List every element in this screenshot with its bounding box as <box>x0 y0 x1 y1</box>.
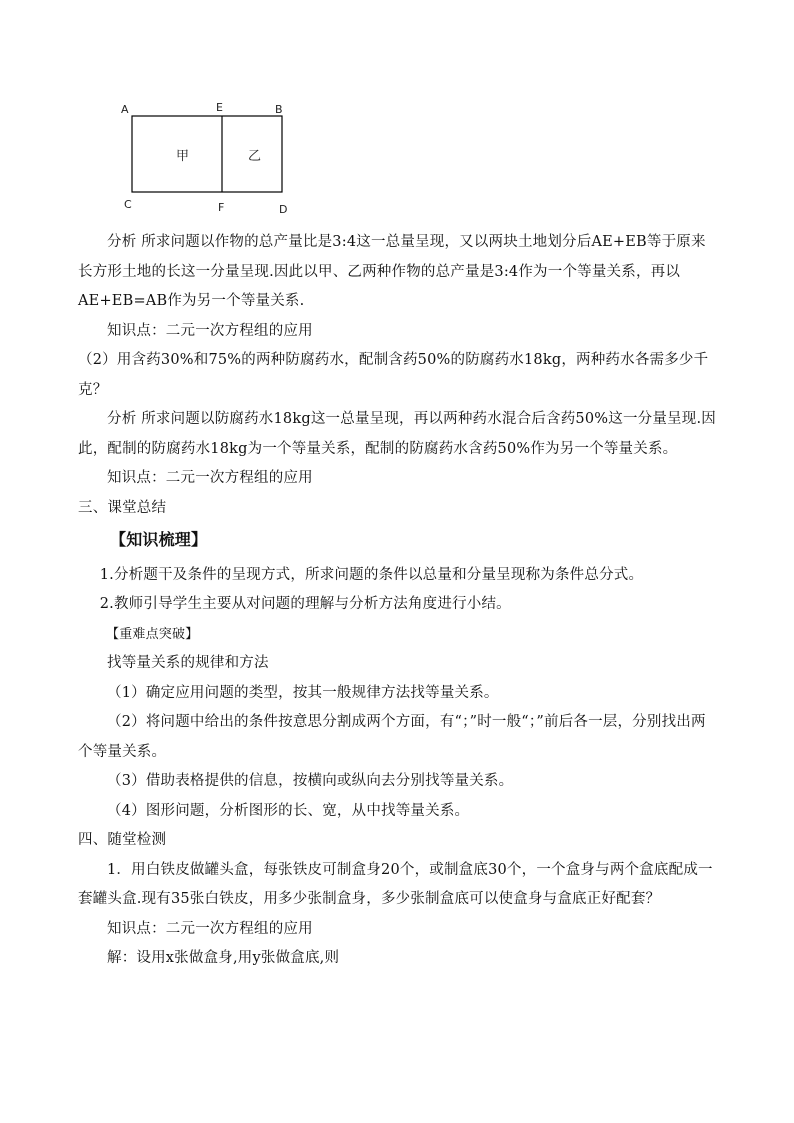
label-d: D <box>279 203 288 216</box>
knowledge-item-2: 2.教师引导学生主要从对问题的理解与分析方法角度进行小结。 <box>99 596 511 612</box>
label-e: E <box>216 101 223 114</box>
difficulty-title: 【重难点突破】 <box>106 626 199 642</box>
rule-item-1: （1）确定应用问题的类型，按其一般规律方法找等量关系。 <box>107 684 499 701</box>
rectangle-diagram <box>112 100 302 220</box>
section-heading-3: 三、课堂总结 <box>78 499 167 516</box>
region-jia: 甲 <box>176 149 190 164</box>
knowledge-summary-title: 【知识梳理】 <box>110 530 208 549</box>
knowledge-point-3: 知识点：二元一次方程组的应用 <box>107 920 313 937</box>
knowledge-point-1: 知识点：二元一次方程组的应用 <box>107 322 313 339</box>
analysis-paragraph-1: 分析 所求问题以作物的总产量比是3:4这一总量呈现，又以两块土地划分后AE+EB等于原来长方形土地的长这一分量呈现.因此以甲、乙两种作物的总产量是3:4作为一个等量关系，再以AE+EB=AB作为另一个等量关系. <box>78 234 706 309</box>
label-a: A <box>121 103 129 116</box>
section-heading-4: 四、随堂检测 <box>78 832 167 848</box>
rule-title: 找等量关系的规律和方法 <box>107 655 269 671</box>
test-question-1: 1．用白铁皮做罐头盒，每张铁皮可制盒身20个，或制盒底30个，一个盒身与两个盒底配成一套罐头盒.现有35张白铁皮，用多少张制盒身，多少张制盒底可以使盒身与盒底正好配套？ <box>78 861 713 907</box>
knowledge-item-1: 1.分析题干及条件的呈现方式，所求问题的条件以总量和分量呈现称为条件总分式。 <box>99 566 644 583</box>
document-body <box>78 228 718 974</box>
knowledge-point-2: 知识点：二元一次方程组的应用 <box>107 470 313 486</box>
rule-item-4: （4）图形问题，分析图形的长、宽，从中找等量关系。 <box>107 802 470 819</box>
label-f: F <box>218 201 225 214</box>
region-yi: 乙 <box>248 149 262 164</box>
label-b: B <box>275 103 283 116</box>
rectangle-figure-svg <box>112 100 302 220</box>
rule-item-3: （3）借助表格提供的信息，按横向或纵向去分别找等量关系。 <box>107 773 514 789</box>
analysis-paragraph-2: 分析 所求问题以防腐药水18kg这一总量呈现，再以两种药水混合后含药50%这一分量呈现.因此，配制的防腐药水18kg为一个等量关系，配制的防腐药水含药50%作为另一个等量关系。 <box>78 411 716 457</box>
label-c: C <box>124 198 132 211</box>
rule-item-2: （2）将问题中给出的条件按意思分割成两个方面，有“；”时一般“；”前后各一层，分别找出两个等量关系。 <box>78 714 706 760</box>
solution-line: 解：设用x张做盒身,用y张做盒底,则 <box>107 950 340 966</box>
question-2: （2）用含药30%和75%的两种防腐药水，配制含药50%的防腐药水18kg，两种药水各需多少千克？ <box>78 352 709 398</box>
